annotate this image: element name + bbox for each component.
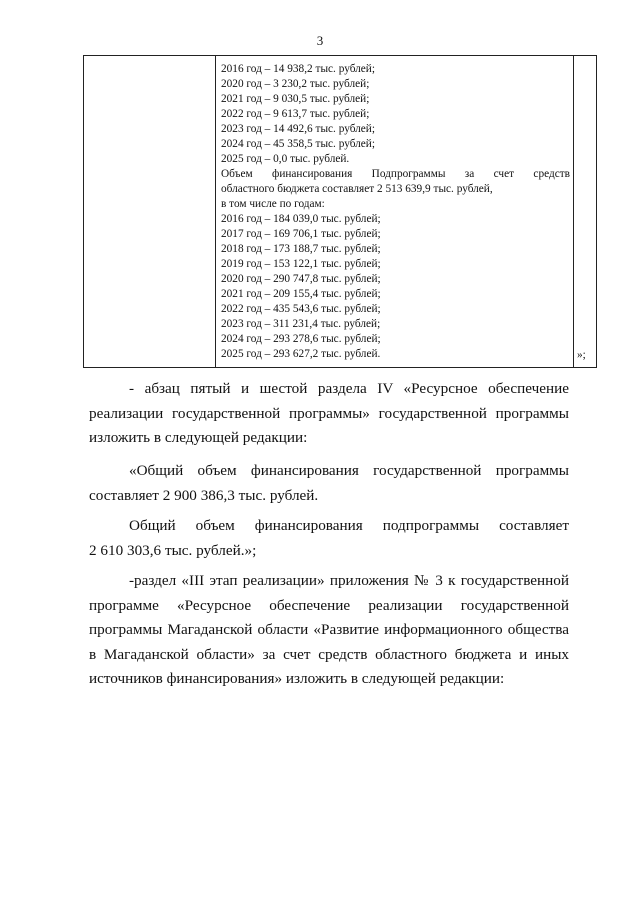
funding-year-line: 2020 год – 3 230,2 тыс. рублей; bbox=[221, 78, 370, 90]
closing-quote-mark: »; bbox=[577, 349, 586, 361]
funding-summary-line: в том числе по годам: bbox=[221, 198, 325, 210]
table-column-divider bbox=[215, 56, 216, 367]
paragraph-line: Общий объем финансирования подпрограммы составляет bbox=[129, 517, 569, 534]
paragraph-line: - абзац пятый и шестой раздела IV «Ресурсное обеспечение bbox=[129, 380, 569, 397]
funding-year-line: 2020 год – 290 747,8 тыс. рублей; bbox=[221, 273, 381, 285]
funding-year-line: 2024 год – 45 358,5 тыс. рублей; bbox=[221, 138, 375, 150]
paragraph-line: в Магаданской области» за счет средств областного бюджета и иных bbox=[89, 645, 569, 663]
funding-year-line: 2017 год – 169 706,1 тыс. рублей; bbox=[221, 228, 381, 240]
funding-year-line: 2021 год – 209 155,4 тыс. рублей; bbox=[221, 288, 381, 300]
paragraph-total-funding bbox=[89, 459, 569, 508]
funding-year-line: 2021 год – 9 030,5 тыс. рублей; bbox=[221, 93, 370, 105]
page-number: 3 bbox=[316, 33, 324, 48]
paragraph-line: изложить в следующей редакции: bbox=[89, 429, 308, 446]
paragraph-line: -раздел «III этап реализации» приложения № 3 к государственной bbox=[129, 572, 569, 589]
paragraph-subprogram-funding bbox=[89, 514, 569, 563]
funding-summary-line: областного бюджета составляет 2 513 639,9 тыс. рублей, bbox=[221, 183, 493, 195]
funding-year-line: 2022 год – 9 613,7 тыс. рублей; bbox=[221, 108, 370, 120]
funding-year-line: 2023 год – 311 231,4 тыс. рублей; bbox=[221, 318, 381, 330]
table-cell-funding bbox=[221, 62, 570, 362]
paragraph-line: программы Магаданской области «Развитие информационного общества bbox=[89, 621, 569, 638]
paragraph-line: источников финансирования» изложить в следующей редакции: bbox=[89, 670, 505, 687]
funding-table bbox=[83, 55, 597, 368]
funding-year-line: 2025 год – 293 627,2 тыс. рублей. bbox=[221, 348, 381, 360]
funding-year-line: 2016 год – 184 039,0 тыс. рублей; bbox=[221, 213, 381, 225]
paragraph-line: составляет 2 900 386,3 тыс. рублей. bbox=[89, 486, 319, 504]
paragraph-section-iv bbox=[89, 377, 569, 451]
paragraph-line: 2 610 303,6 тыс. рублей.»; bbox=[89, 541, 257, 559]
funding-year-line: 2024 год – 293 278,6 тыс. рублей; bbox=[221, 333, 381, 345]
table-column-divider bbox=[573, 56, 574, 367]
paragraph-line: «Общий объем финансирования государственной программы bbox=[129, 462, 569, 479]
funding-year-line: 2022 год – 435 543,6 тыс. рублей; bbox=[221, 303, 381, 315]
paragraph-line: программе «Ресурсное обеспечение реализации государственной bbox=[89, 596, 569, 614]
funding-year-line: 2016 год – 14 938,2 тыс. рублей; bbox=[221, 63, 375, 75]
paragraph-appendix-3 bbox=[89, 569, 569, 692]
funding-year-line: 2025 год – 0,0 тыс. рублей. bbox=[221, 153, 350, 165]
funding-year-line: 2023 год – 14 492,6 тыс. рублей; bbox=[221, 123, 375, 135]
funding-summary-line: Объем финансирования Подпрограммы за счет средств bbox=[221, 168, 570, 180]
funding-year-line: 2019 год – 153 122,1 тыс. рублей; bbox=[221, 258, 381, 270]
paragraph-line: реализации государственной программы» государственной программы bbox=[89, 404, 569, 422]
funding-year-line: 2018 год – 173 188,7 тыс. рублей; bbox=[221, 243, 381, 255]
